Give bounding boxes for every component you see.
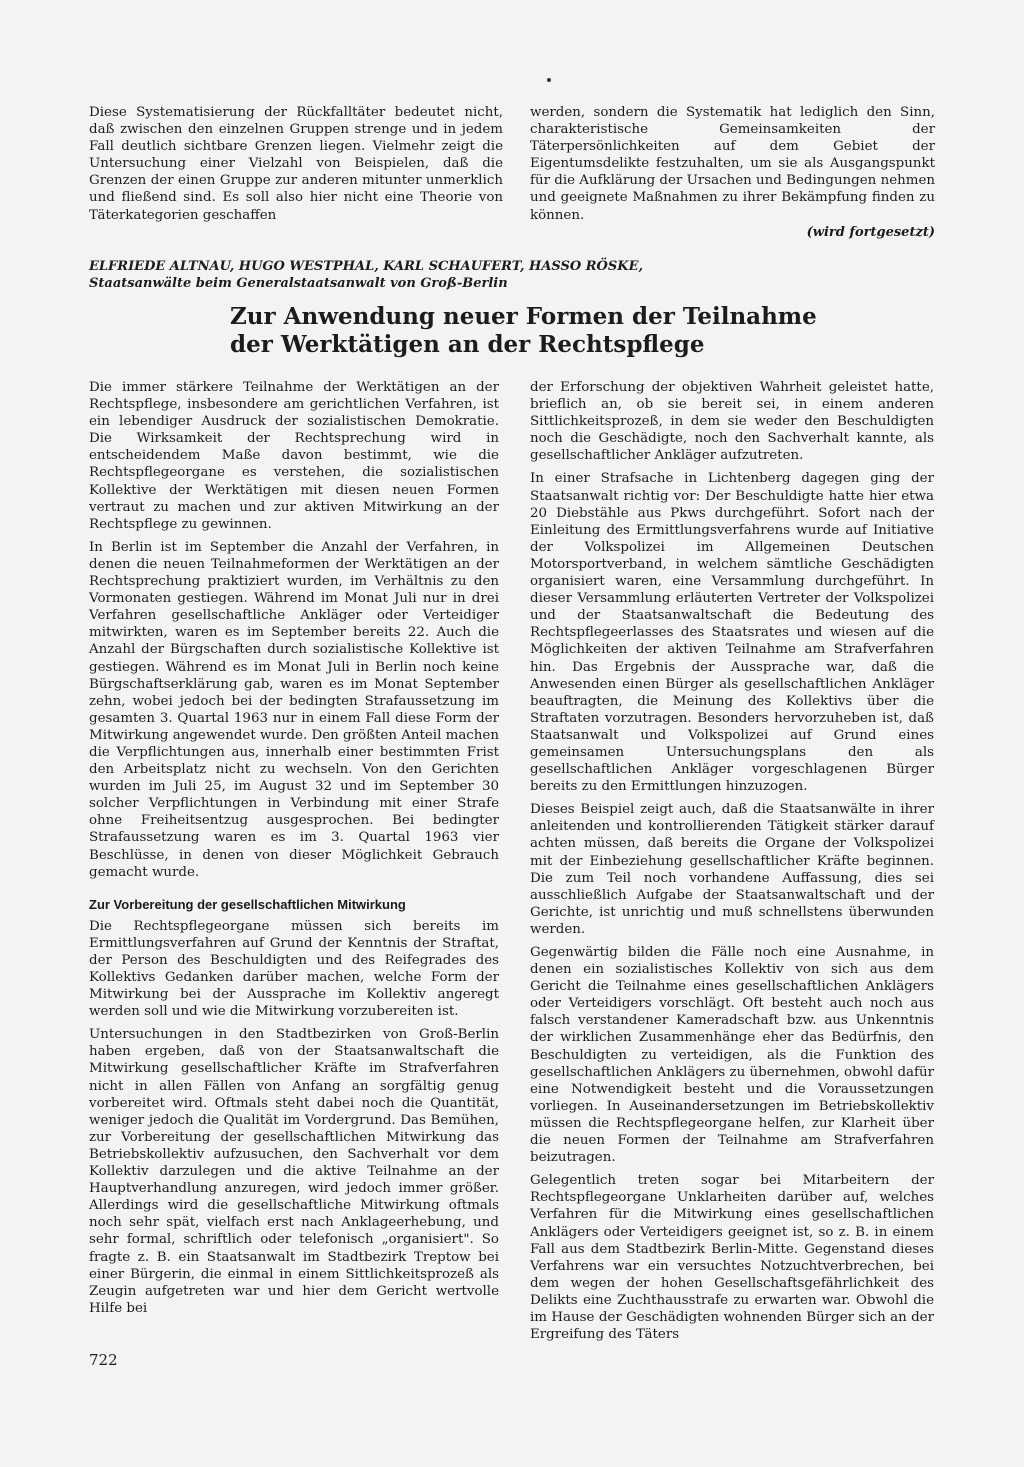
body-paragraph: Die immer stärkere Teilnahme der Werktätigen an der Rechtspflege, insbesondere am gerichtlichen Verfahren, ist ein lebendiger Ausdruck der sozialistischen Demokratie. Die Wirksamkeit der Rechtsprechung wird in entscheidendem Maße davon bestimmt, wie die Rechtspflegeorgane es verstehen, die sozialistischen Kollektive der Werktätigen mit diesen neuen Formen vertraut zu machen und zur aktiven Mitwirkung an der Rechtspflege zu gewinnen. bbox=[89, 380, 499, 532]
title-line-1: Zur Anwendung neuer Formen der Teilnahme bbox=[230, 303, 817, 330]
body-paragraph: Dieses Beispiel zeigt auch, daß die Staatsanwälte in ihrer anleitenden und kontrollierenden Tätigkeit stärker darauf achten müssen, daß bereits die Organe der Volkspolizei mit der Einbeziehung gesellschaftlicher Kräfte beginnen. Die zum Teil noch vorhandene Auffassung, dies sei ausschließlich Aufgabe der Staatsanwaltschaft und der Gerichte, ist unrichtig und muß schnellstens überwunden werden. bbox=[530, 802, 934, 937]
section-subheading: Zur Vorbereitung der gesellschaftlichen Mitwirkung bbox=[89, 896, 406, 912]
previous-article-right-column bbox=[530, 104, 935, 241]
author-names: ELFRIEDE ALTNAU, HUGO WESTPHAL, KARL SCHAUFERT, HASSO RÖSKE, bbox=[89, 259, 644, 274]
article-right-column bbox=[530, 379, 934, 1343]
author-affiliation: Staatsanwälte beim Generalstaatsanwalt von Groß-Berlin bbox=[89, 276, 508, 291]
title-line-2: der Werktätigen an der Rechtspflege bbox=[230, 331, 705, 358]
previous-article-left-column bbox=[89, 104, 503, 224]
body-paragraph: Gegenwärtig bilden die Fälle noch eine Ausnahme, in denen ein sozialistisches Kollektiv von sich aus dem Gericht die Teilnahme eines gesellschaftlichen Anklägers oder Verteidigers vorschlägt. Oft besteht auch noch aus falsch verstandener Kameradschaft bzw. aus Unkenntnis der wirklichen Zusammenhänge eher das Bedürfnis, den Beschuldigten zu verteidigen, als die Funktion des gesellschaftlichen Anklägers zu übernehmen, obwohl dafür eine Notwendigkeit besteht und die Voraussetzungen vorliegen. In Auseinandersetzungen im Betriebskollektiv müssen die Rechtspflegeorgane helfen, zur Klarheit über die neuen Formen der Teilnahme am Strafverfahren beizutragen. bbox=[530, 945, 934, 1166]
body-paragraph: Die Rechtspflegeorgane müssen sich bereits im Ermittlungsverfahren auf Grund der Kenntnis der Straftat, der Person des Beschuldigten und des Reifegrades des Kollektivs Gedanken darüber machen, welche Form der Mitwirkung bei der Aussprache im Kollektiv angeregt werden soll und wie die Mitwirkung vorzubereiten ist. bbox=[89, 918, 499, 1020]
body-paragraph: In Berlin ist im September die Anzahl der Verfahren, in denen die neuen Teilnahmeformen der Werktätigen an der Rechtsprechung praktiziert wurden, im Verhältnis zu den Vormonaten gestiegen. Während im Monat Juli nur in drei Verfahren gesellschaftliche Ankläger oder Verteidiger mitwirkten, waren es im September bereits 22. Auch die Anzahl der Bürgschaften durch sozialistische Kollektive ist gestiegen. Während es im Monat Juli in Berlin noch keine Bürgschaftserklärung gab, waren es im Monat September zehn, wobei jedoch bei der bedingten Strafaussetzung im gesamten 3. Quartal 1963 nur in einem Fall diese Form der Mitwirkung angewendet wurde. Den größten Anteil machen die Verpflichtungen aus, innerhalb einer bestimmten Frist den Arbeitsplatz nicht zu wechseln. Von den Gerichten wurden im Juli 25, im August 32 und im September 30 solcher Verpflichtungen in Verbindung mit einer Strafe ohne Freiheitsentzug ausgesprochen. Bei bedingter Strafaussetzung waren es im 3. Quartal 1963 vier Beschlüsse, in denen von dieser Möglichkeit Gebrauch gemacht wurde. bbox=[89, 539, 499, 880]
article-left-column bbox=[89, 379, 499, 1317]
body-paragraph: der Erforschung der objektiven Wahrheit geleistet hatte, brieflich an, ob sie bereit sei, in einem anderen Sittlichkeitsprozeß, in dem sie weder den Beschuldigten noch die Geschädigte, noch den Sachverhalt kannte, als gesellschaftlicher Ankläger aufzutreten. bbox=[530, 380, 934, 464]
body-paragraph: Untersuchungen in den Stadtbezirken von Groß-Berlin haben ergeben, daß von der Staatsanwaltschaft die Mitwirkung gesellschaftlicher Kräfte im Strafverfahren nicht in allen Fällen von Anfang an sorgfältig genug vorbereitet wird. Oftmals steht dabei noch die Quantität, weniger jedoch die Qualität im Vordergrund. Das Bemühen, zur Vorbereitung der gesellschaftlichen Mitwirkung das Betriebskollektiv aufzusuchen, den Sachverhalt vor dem Kollektiv darzulegen und die aktive Teilnahme an der Hauptverhandlung anzuregen, wird jedoch immer größer. Allerdings wird die gesellschaftliche Mitwirkung oftmals noch sehr spät, vielfach erst nach Anklageerhebung, und sehr formal, schriftlich oder telefonisch „organisiert". So fragte z. B. ein Staatsanwalt im Stadtbezirk Treptow bei einer Bürgerin, die einmal in einem Sittlichkeitsprozeß als Zeugin aufgetreten war und hier dem Gericht wertvolle Hilfe bei bbox=[89, 1027, 499, 1316]
body-paragraph: In einer Strafsache in Lichtenberg dagegen ging der Staatsanwalt richtig vor: Der Beschuldigte hatte hier etwa 20 Diebstähle aus Pkws durchgeführt. Sofort nach der Einleitung des Ermittlungsverfahrens wurde auf Initiative der Volkspolizei im Allgemeinen Deutschen Motorsportverband, in welchem sämtliche Geschädigten organisiert waren, eine Versammlung durchgeführt. In dieser Versammlung erläuterten Vertreter der Volkspolizei und der Staatsanwaltschaft die Bedeutung des Rechtspflegeerlasses des Staatsrates und wiesen auf die Möglichkeiten der aktiven Teilnahme am Strafverfahren hin. Das Ergebnis der Aussprache war, daß die Anwesenden einen Bürger als gesellschaftlichen Ankläger beauftragten, die Meinung des Kollektivs über die Straftaten vorzutragen. Besonders hervorzuheben ist, daß Staatsanwalt und Volkspolizei auf Grund eines gemeinsamen Untersuchungsplans den als gesellschaftlichen Ankläger vorgeschlagenen Bürger bereits zu den Ermittlungen hinzuzogen. bbox=[530, 471, 934, 795]
ink-speck bbox=[547, 78, 551, 82]
previous-article-paragraph: Diese Systematisierung der Rückfalltäter bedeutet nicht, daß zwischen den einzelnen Gruppen strenge und in jedem Fall deutlich sichtbare Grenzen liegen. Vielmehr zeigt die Untersuchung einer Vielzahl von Beispielen, daß die Grenzen der einen Gruppe zur anderen mitunter unmerklich und fließend sind. Es soll also hier nicht eine Theorie von Täterkategorien geschaffen bbox=[89, 105, 503, 223]
body-paragraph: Gelegentlich treten sogar bei Mitarbeitern der Rechtspflegeorgane Unklarheiten darüber auf, welches Verfahren für die Mitwirkung eines gesellschaftlichen Anklägers oder Verteidigers geeignet ist, so z. B. in einem Fall aus dem Stadtbezirk Berlin-Mitte. Gegenstand dieses Verfahrens war ein versuchtes Notzuchtverbrechen, bei dem wegen der hohen Gesellschaftsgefährlichkeit des Delikts eine Zuchthausstrafe zu erwarten war. Obwohl die im Hause der Geschädigten wohnenden Bürger sich an der Ergreifung des Täters bbox=[530, 1173, 934, 1343]
page-number: 722 bbox=[89, 1351, 118, 1369]
previous-article-paragraph: werden, sondern die Systematik hat lediglich den Sinn, charakteristische Gemeinsamkeiten der Täterpersönlichkeiten auf dem Gebiet der Eigentumsdelikte festzuhalten, um sie als Ausgangspunkt für die Aufklärung der Ursachen und Bedingungen nehmen und geeignete Maßnahmen zu ihrer Bekämpfung finden zu können. bbox=[530, 105, 935, 223]
article-title bbox=[230, 303, 850, 359]
article-byline bbox=[89, 258, 709, 292]
continued-note: (wird fortgesetzt) bbox=[806, 224, 935, 240]
